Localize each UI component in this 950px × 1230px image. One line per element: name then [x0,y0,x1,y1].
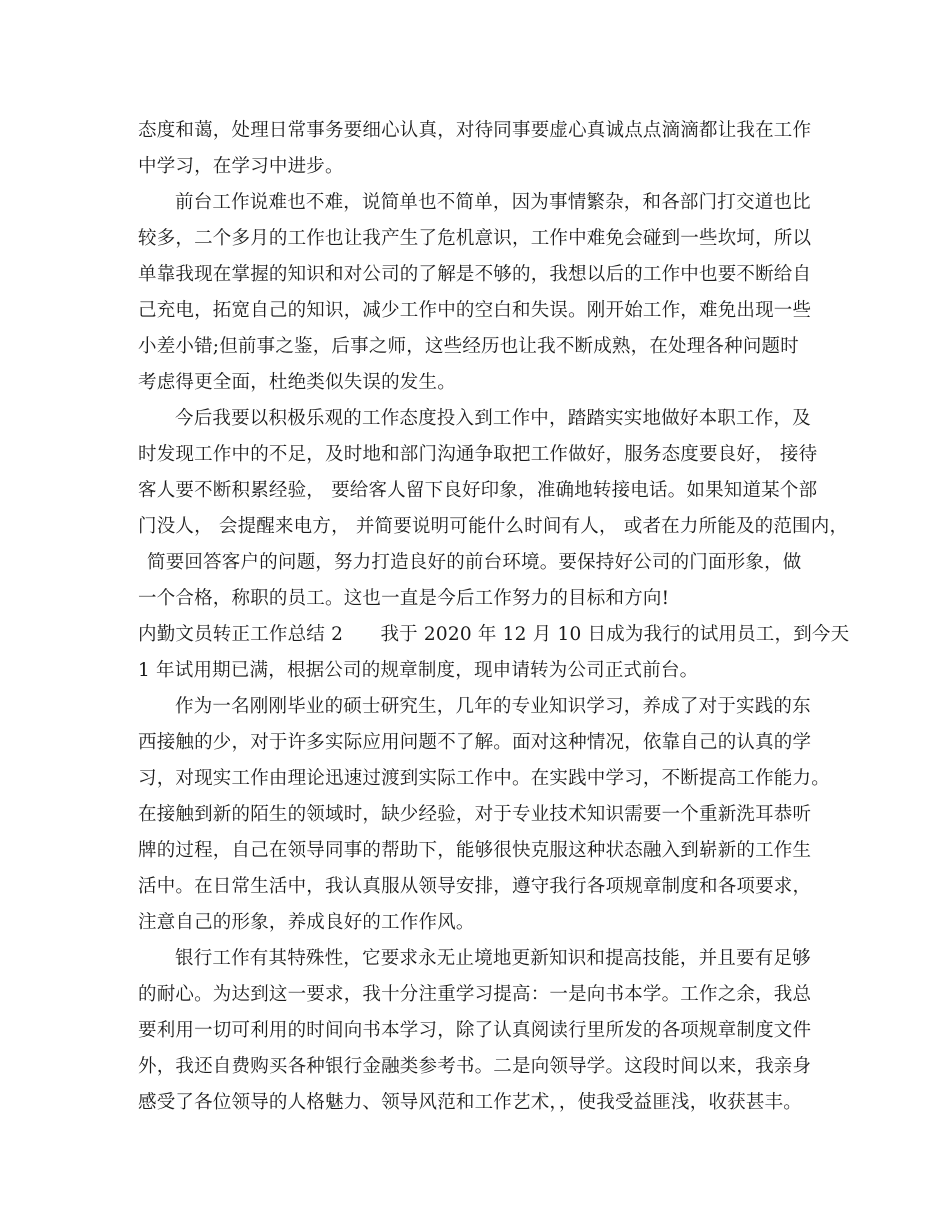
text-line: 一个合格，称职的员工。这也一直是今后工作努力的目标和方向! [138,588,670,609]
text-line: 己充电，拓宽自己的知识，减少工作中的空白和失误。刚开始工作，难免出现一些 [138,300,812,321]
section-heading: 内勤文员转正工作总结 2 我于 2020 年 12 月 10 日成为我行的试用员工，到今天 [138,624,850,645]
text-line: 注意自己的形象，养成良好的工作作风。 [138,912,475,933]
text-line: 门没人， 会提醒来电方， 并简要说明可能什么时间有人， 或者在力所能及的范围内， [138,516,849,537]
paragraph-start: 今后我要以积极乐观的工作态度投入到工作中，踏踏实实地做好本职工作，及 [175,408,811,429]
text-line: 单靠我现在掌握的知识和对公司的了解是不够的，我想以后的工作中也要不断给自 [138,264,812,285]
text-line: 中学习，在学习中进步。 [138,156,344,177]
paragraph-start: 作为一名刚刚毕业的硕士研究生，几年的专业知识学习，养成了对于实践的东 [175,696,811,717]
paragraph-start: 银行工作有其特殊性，它要求永无止境地更新知识和提高技能，并且要有足够 [175,948,811,969]
text-line: 较多，二个多月的工作也让我产生了危机意识，工作中难免会碰到一些坎坷，所以 [138,228,812,249]
text-line: 简要回答客户的问题，努力打造良好的前台环境。要保持好公司的门面形象，做 [147,552,802,573]
text-line: 活中。在日常生活中，我认真服从领导安排，遵守我行各项规章制度和各项要求， [138,876,812,897]
text-line: 在接触到新的陌生的领域时，缺少经验，对于专业技术知识需要一个重新洗耳恭听 [138,804,812,825]
text-line: 要利用一切可利用的时间向书本学习，除了认真阅读行里所发的各项规章制度文件 [138,1020,812,1041]
text-line: 牌的过程，自己在领导同事的帮助下，能够很快克服这种状态融入到崭新的工作生 [138,840,812,861]
text-line: 西接触的少，对于许多实际应用问题不了解。面对这种情况，依靠自己的认真的学 [138,732,812,753]
text-line: 外，我还自费购买各种银行金融类参考书。二是向领导学。这段时间以来，我亲身 [138,1056,812,1077]
text-line: 1 年试用期已满，根据公司的规章制度，现申请转为公司正式前台。 [138,660,699,681]
text-line: 感受了各位领导的人格魅力、领导风范和工作艺术，，使我受益匪浅，收获甚丰。 [138,1092,802,1113]
text-line: 客人要不断积累经验， 要给客人留下良好印象，准确地转接电话。如果知道某个部 [138,480,818,501]
text-line: 习，对现实工作由理论迅速过渡到实际工作中。在实践中学习，不断提高工作能力。 [138,768,830,789]
text-line: 时发现工作中的不足，及时地和部门沟通争取把工作做好，服务态度要良好， 接待 [138,444,818,465]
text-line: 考虑得更全面，杜绝类似失误的发生。 [138,372,456,393]
text-line: 的耐心。为达到这一要求，我十分注重学习提高：一是向书本学。工作之余，我总 [138,984,812,1005]
text-line: 态度和蔼，处理日常事务要细心认真，对待同事要虚心真诚点点滴滴都让我在工作 [138,120,812,141]
paragraph-start: 前台工作说难也不难，说简单也不简单，因为事情繁杂，和各部门打交道也比 [175,192,811,213]
text-line: 小差小错;但前事之鉴，后事之师，这些经历也让我不断成熟，在处理各种问题时 [138,336,799,357]
